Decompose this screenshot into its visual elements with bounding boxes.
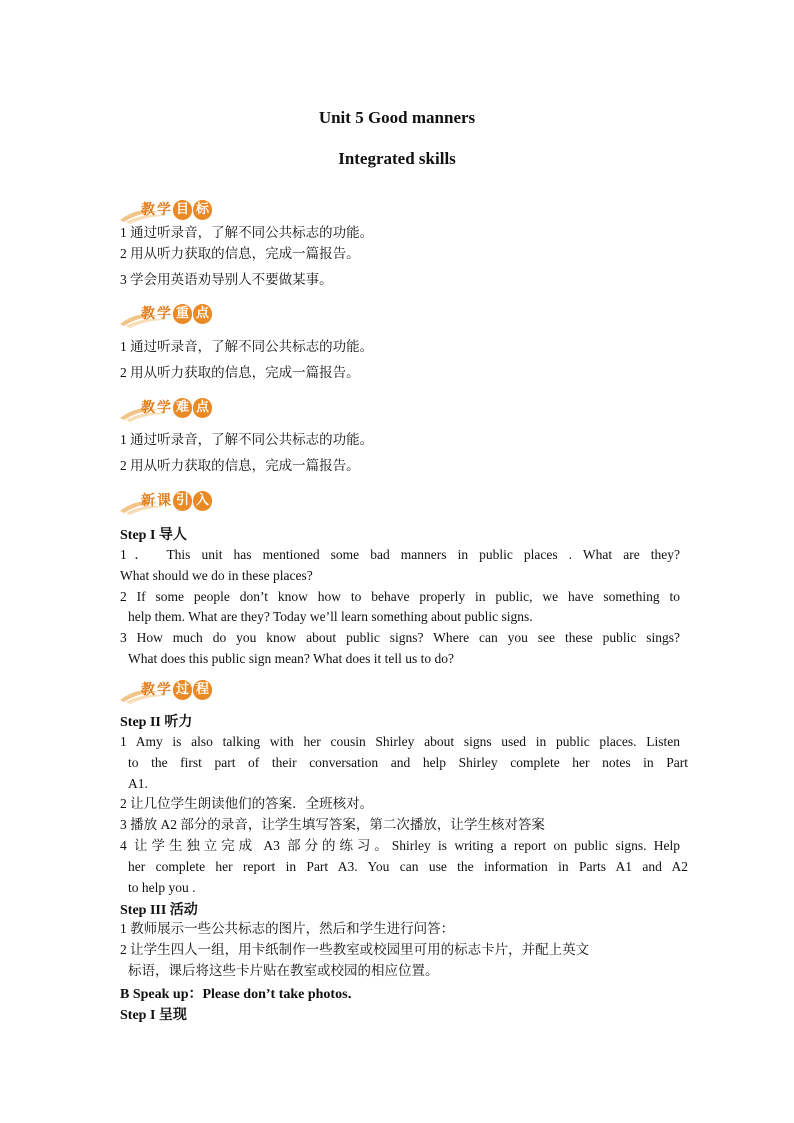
badge-char: 过 [173, 680, 192, 700]
step2-line: 4 让学生独立完成 A3 部分的练习。Shirley is writing a report on public signs. Help [120, 838, 680, 853]
step1-line: 2 If some people don’t know how to behave properly in public, we have something to [120, 589, 680, 604]
step2-line: 1 Amy is also talking with her cousin Shirley about signs used in public places. Listen [120, 734, 680, 749]
badge-char: 目 [173, 200, 192, 220]
step3-line: 标语，课后将这些卡片贴在教室或校园的相应位置。 [128, 963, 439, 978]
page-subtitle: Integrated skills [338, 149, 456, 168]
key-point-item: 2 用从听力获取的信息，完成一篇报告。 [120, 365, 360, 380]
step-heading: Step I 呈现 [120, 1008, 187, 1023]
badge-char: 点 [193, 398, 212, 418]
step1-line: help them. What are they? Today we’ll learn something about public signs. [128, 609, 533, 624]
badge-char: 学 [157, 682, 171, 698]
step2-line: to help you . [128, 880, 196, 895]
badge-char: 教 [141, 306, 155, 322]
step3-line: 2 让学生四人一组，用卡纸制作一些教室或校园里可用的标志卡片，并配上英文 [120, 942, 590, 957]
step3-line: 1 教师展示一些公共标志的图片，然后和学生进行问答： [120, 921, 455, 936]
step1-line: 1． This unit has mentioned some bad manners in public places . What are they? [120, 547, 680, 562]
difficulty-item: 2 用从听力获取的信息，完成一篇报告。 [120, 458, 360, 473]
step2-line: 3 播放 A2 部分的录音，让学生填写答案，第二次播放，让学生核对答案 [120, 817, 545, 832]
badge-char: 标 [193, 200, 212, 220]
step-heading: Step III 活动 [120, 903, 198, 918]
objective-item: 1 通过听录音，了解不同公共标志的功能。 [120, 225, 374, 240]
speak-up-heading: B Speak up：Please don’t take photos． [120, 987, 362, 1002]
objective-item: 2 用从听力获取的信息，完成一篇报告。 [120, 246, 360, 261]
badge-char: 引 [173, 491, 192, 511]
page-title: Unit 5 Good manners [318, 108, 476, 127]
step2-line: to the first part of their conversation and help Shirley complete her notes in Part [128, 755, 688, 770]
step1-line: 3 How much do you know about public signs? Where can you see these public sings? [120, 630, 680, 645]
badge-char: 教 [141, 682, 155, 698]
step-heading: Step I 导人 [120, 528, 187, 543]
section-badge-lead-in [118, 489, 238, 515]
badge-char: 教 [141, 202, 155, 218]
step1-line: What should we do in these places? [120, 568, 313, 583]
badge-char: 学 [157, 400, 171, 416]
badge-char: 新 [141, 493, 155, 509]
step2-line: A1. [128, 776, 148, 791]
badge-char: 学 [157, 202, 171, 218]
badge-char: 点 [193, 304, 212, 324]
section-badge-objectives [118, 198, 238, 224]
section-badge-process [118, 678, 238, 704]
badge-char: 学 [157, 306, 171, 322]
step2-line: her complete her report in Part A3. You can use the information in Parts A1 and A2 [128, 859, 688, 874]
badge-char: 教 [141, 400, 155, 416]
badge-char: 入 [193, 491, 212, 511]
difficulty-item: 1 通过听录音，了解不同公共标志的功能。 [120, 432, 374, 447]
step2-line: 2 让几位学生朗读他们的答案．全班核对。 [120, 796, 374, 811]
step-heading: Step II 听力 [120, 715, 193, 730]
badge-char: 课 [157, 493, 171, 509]
key-point-item: 1 通过听录音，了解不同公共标志的功能。 [120, 339, 374, 354]
step1-line: What does this public sign mean? What does it tell us to do? [128, 651, 454, 666]
badge-char: 程 [193, 680, 212, 700]
section-badge-key-points [118, 302, 238, 328]
badge-char: 难 [173, 398, 192, 418]
objective-item: 3 学会用英语劝导别人不要做某事。 [120, 272, 333, 287]
section-badge-difficulties [118, 396, 238, 422]
badge-char: 重 [173, 304, 192, 324]
